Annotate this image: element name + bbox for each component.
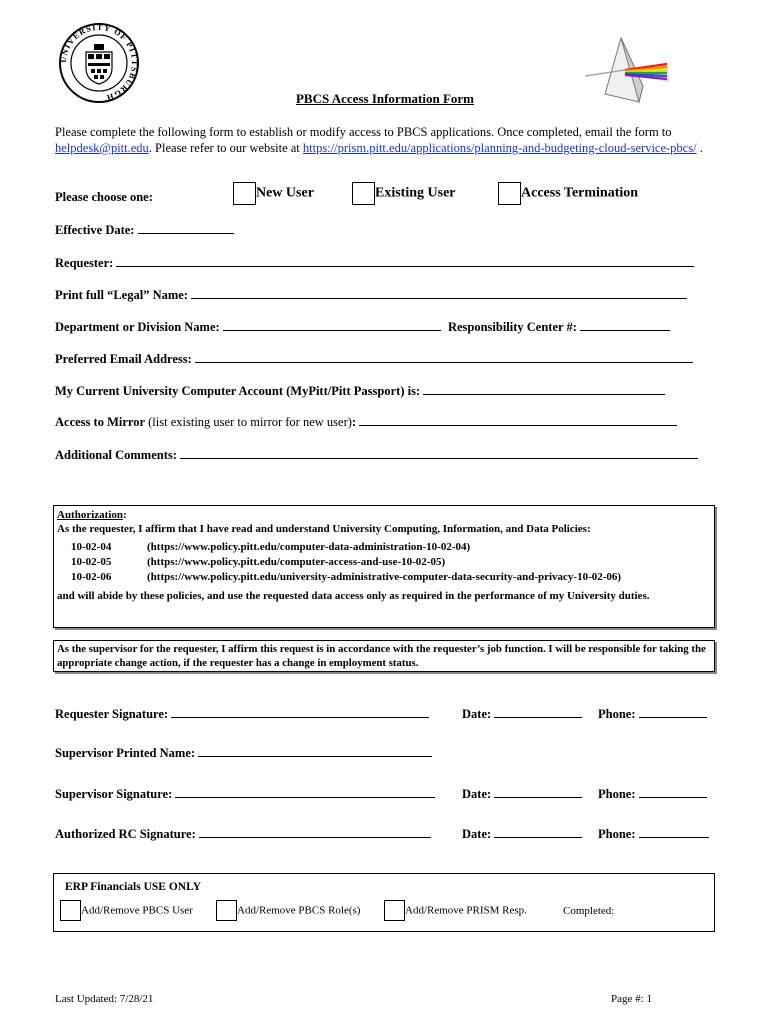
rc-signature-row	[55, 826, 431, 842]
rc-date-field[interactable]	[494, 826, 582, 838]
phone-label: Phone:	[598, 827, 636, 841]
requester-label: Requester:	[55, 256, 114, 270]
rc-phone-row	[598, 826, 709, 842]
mirror-label: Access to Mirror	[55, 415, 146, 429]
choose-label: Please choose one:	[55, 190, 153, 204]
pbcs-role-checkbox[interactable]	[216, 900, 237, 921]
comments-field[interactable]	[180, 447, 698, 459]
effective-date-field[interactable]	[138, 222, 234, 234]
existing-user-label: Existing User	[375, 185, 456, 201]
legal-name-label: Print full “Legal” Name:	[55, 288, 188, 302]
supervisor-signature-label: Supervisor Signature:	[55, 787, 173, 801]
prism-website-link[interactable]: https://prism.pitt.edu/applications/planning-and-budgeting-cloud-service-pbcs/	[302, 141, 697, 155]
effective-date-row	[55, 222, 234, 238]
requester-date-row	[462, 706, 582, 722]
erp-option-pbcs-user[interactable]	[60, 900, 193, 921]
erp-option-pbcs-role[interactable]	[216, 900, 360, 921]
email-row	[55, 351, 693, 367]
department-row	[55, 319, 670, 335]
policy-link[interactable]: (https://www.policy.pitt.edu/university-administrative-computer-data-security-and-privacy-10-02-06)	[147, 571, 622, 583]
prism-resp-label: Add/Remove PRISM Resp.	[405, 904, 527, 917]
rc-phone-field[interactable]	[639, 826, 709, 838]
rc-signature-field[interactable]	[199, 826, 431, 838]
supervisor-signature-field[interactable]	[175, 786, 435, 798]
requester-phone-row	[598, 706, 707, 722]
authorization-statement: As the requester, I affirm that I have read and understand University Computing, Information, and Data Policies:	[57, 523, 591, 535]
pbcs-user-label: Add/Remove PBCS User	[81, 904, 193, 917]
account-label: My Current University Computer Account (MyPitt/Pitt Passport) is:	[55, 384, 421, 398]
new-user-label: New User	[256, 185, 314, 201]
existing-user-checkbox[interactable]	[352, 182, 375, 205]
date-label: Date:	[462, 827, 492, 841]
pbcs-user-checkbox[interactable]	[60, 900, 81, 921]
policy-link[interactable]: (https://www.policy.pitt.edu/computer-data-administration-10-02-04)	[147, 541, 471, 553]
phone-label: Phone:	[598, 707, 636, 721]
requester-phone-field[interactable]	[639, 706, 707, 718]
helpdesk-email-link[interactable]: helpdesk@pitt.edu	[55, 141, 149, 155]
policy-link[interactable]: (https://www.policy.pitt.edu/computer-access-and-use-10-02-05)	[147, 556, 446, 568]
authorization-box: Authorization: As the requester, I affirm that I have read and understand University Computing, Information, and Data Policies: 10-02-04 (https://www.policy.pitt.edu/computer-data-administration-10-02-04) 10-02-05 (https://www.policy.pitt.edu/computer-access-and-use-10-02-05) 10-02-06 (https://www.policy.pitt.edu/university-administrative-computer-data-security-and-privacy-10-02-06) and will abide by these policies, and use the requested data access only as required in the performance of my University duties.	[53, 505, 715, 628]
mirror-field[interactable]	[359, 414, 677, 426]
access-termination-option[interactable]	[498, 182, 638, 206]
pbcs-role-label: Add/Remove PBCS Role(s)	[237, 904, 361, 917]
supervisor-phone-row	[598, 786, 707, 802]
comments-row	[55, 447, 698, 463]
authorization-closing: and will abide by these policies, and use the requested data access only as required in the performance of my University duties.	[57, 590, 650, 602]
mirror-row: Access to Mirror (list existing user to mirror for new user):	[55, 414, 677, 430]
rc-date-row	[462, 826, 582, 842]
account-row	[55, 383, 665, 399]
comments-label: Additional Comments:	[55, 448, 177, 462]
authorization-heading: Authorization	[57, 509, 123, 521]
supervisor-date-field[interactable]	[494, 786, 582, 798]
page-title: PBCS Access Information Form	[295, 91, 474, 106]
requester-date-field[interactable]	[494, 706, 582, 718]
rc-label: Responsibility Center #:	[447, 320, 577, 334]
prism-resp-checkbox[interactable]	[384, 900, 405, 921]
supervisor-signature-row	[55, 786, 435, 802]
svg-text:UNIVERSITY OF PITTSBURGH: UNIVERSITY OF PITTSBURGH	[58, 22, 140, 103]
erp-box	[53, 873, 715, 932]
policy-row: 10-02-05 (https://www.policy.pitt.edu/computer-access-and-use-10-02-05)	[71, 556, 446, 568]
requester-signature-field[interactable]	[171, 706, 429, 718]
requester-signature-row	[55, 706, 429, 722]
access-termination-label: Access Termination	[521, 185, 639, 201]
supervisor-name-field[interactable]	[198, 745, 432, 757]
access-termination-checkbox[interactable]	[498, 182, 521, 205]
email-field[interactable]	[195, 351, 693, 363]
rc-field[interactable]	[580, 319, 670, 331]
department-label: Department or Division Name:	[55, 320, 220, 334]
rc-signature-label: Authorized RC Signature:	[55, 827, 196, 841]
erp-option-prism-resp[interactable]	[384, 900, 527, 921]
requester-field[interactable]	[116, 255, 694, 267]
requester-signature-label: Requester Signature:	[55, 707, 169, 721]
policy-row: 10-02-06 (https://www.policy.pitt.edu/university-administrative-computer-data-security-and-privacy-10-02-06)	[71, 571, 622, 583]
existing-user-option[interactable]	[352, 182, 456, 206]
supervisor-name-row	[55, 745, 432, 761]
supervisor-statement-box: As the supervisor for the requester, I affirm this request is in accordance with the requester’s job function. I will be responsible for taking the appropriate change action, if the requester has a change in employment status.	[53, 640, 715, 672]
new-user-checkbox[interactable]	[233, 182, 256, 205]
date-label: Date:	[462, 707, 492, 721]
mirror-note: (list existing user to mirror for new user)	[145, 415, 352, 429]
erp-title: ERP Financials USE ONLY	[65, 881, 202, 893]
account-field[interactable]	[423, 383, 665, 395]
supervisor-phone-field[interactable]	[639, 786, 707, 798]
phone-label: Phone:	[598, 787, 636, 801]
requester-row	[55, 255, 694, 271]
page-number: Page #: 1	[611, 993, 652, 1005]
intro-text: Please complete the following form to establish or modify access to PBCS applications. Once completed, email the form to helpdesk@pitt.edu. Please refer to our website at https://prism.pitt.edu/applications/planning-and-budgeting-cloud-service-pbcs/ .	[55, 125, 703, 155]
effective-date-label: Effective Date:	[55, 223, 135, 237]
policy-row: 10-02-04 (https://www.policy.pitt.edu/computer-data-administration-10-02-04)	[71, 541, 471, 553]
supervisor-name-label: Supervisor Printed Name:	[55, 746, 196, 760]
legal-name-row	[55, 287, 687, 303]
email-label: Preferred Email Address:	[55, 352, 192, 366]
new-user-option[interactable]	[233, 182, 314, 206]
department-field[interactable]	[223, 319, 441, 331]
last-updated: Last Updated: 7/28/21	[55, 993, 154, 1005]
erp-completed-label: Completed:	[563, 905, 615, 917]
supervisor-date-row	[462, 786, 582, 802]
legal-name-field[interactable]	[191, 287, 687, 299]
date-label: Date:	[462, 787, 492, 801]
